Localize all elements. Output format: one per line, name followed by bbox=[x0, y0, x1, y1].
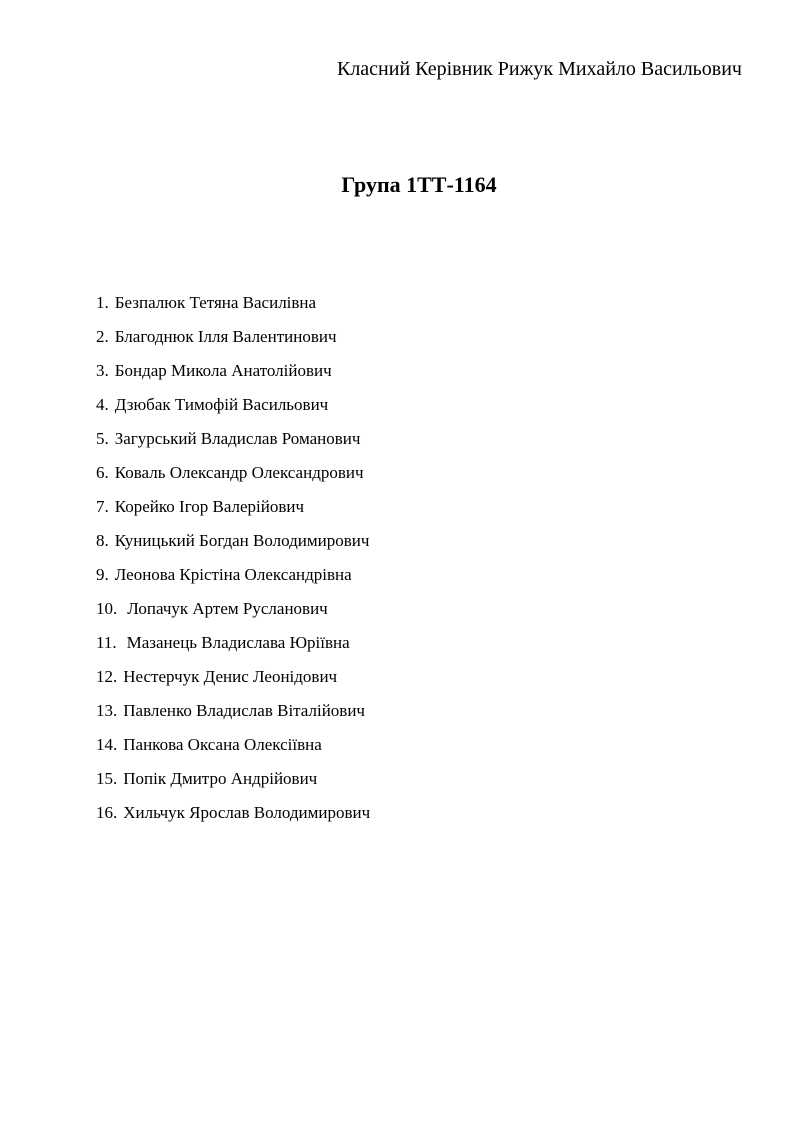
student-name: Куницький Богдан Володимирович bbox=[114, 531, 370, 550]
list-item bbox=[96, 394, 370, 428]
list-item-number: 3. bbox=[96, 361, 109, 380]
student-name: Леонова Крістіна Олександрівна bbox=[114, 565, 352, 584]
student-name: Благоднюк Ілля Валентинович bbox=[114, 327, 337, 346]
list-item bbox=[96, 632, 370, 666]
list-item-number: 16. bbox=[96, 803, 118, 822]
student-name: Нестерчук Денис Леонідович bbox=[123, 667, 338, 686]
student-name: Попік Дмитро Андрійович bbox=[123, 769, 318, 788]
student-name: Павленко Владислав Віталійович bbox=[123, 701, 365, 720]
list-item-number: 15. bbox=[96, 769, 118, 788]
list-item-number: 11. bbox=[96, 633, 117, 652]
student-name: Дзюбак Тимофій Васильович bbox=[114, 395, 329, 414]
group-title: Група 1ТТ-1164 bbox=[341, 172, 497, 197]
list-item bbox=[96, 462, 370, 496]
list-item-number: 4. bbox=[96, 395, 109, 414]
list-item bbox=[96, 802, 370, 836]
class-teacher-line: Класний Керівник Рижук Михайло Васильович bbox=[336, 58, 742, 80]
list-item bbox=[96, 326, 370, 360]
list-item bbox=[96, 768, 370, 802]
list-item bbox=[96, 530, 370, 564]
list-item-number: 7. bbox=[96, 497, 109, 516]
list-item bbox=[96, 734, 370, 768]
student-name: Хильчук Ярослав Володимирович bbox=[123, 803, 371, 822]
student-name: Мазанець Владислава Юріївна bbox=[126, 633, 350, 652]
list-item bbox=[96, 360, 370, 394]
list-item-number: 6. bbox=[96, 463, 109, 482]
list-item-number: 12. bbox=[96, 667, 118, 686]
student-name: Безпалюк Тетяна Василівна bbox=[114, 293, 317, 312]
list-item-number: 5. bbox=[96, 429, 109, 448]
list-item-number: 10. bbox=[96, 599, 118, 618]
list-item-number: 14. bbox=[96, 735, 118, 754]
student-name: Коваль Олександр Олександрович bbox=[114, 463, 364, 482]
student-name: Загурський Владислав Романович bbox=[114, 429, 361, 448]
list-item bbox=[96, 564, 370, 598]
list-item bbox=[96, 598, 370, 632]
list-item bbox=[96, 700, 370, 734]
list-item-number: 2. bbox=[96, 327, 109, 346]
list-item bbox=[96, 496, 370, 530]
list-item-number: 9. bbox=[96, 565, 109, 584]
list-item-number: 1. bbox=[96, 293, 109, 312]
student-name: Бондар Микола Анатолійович bbox=[114, 361, 332, 380]
student-name: Корейко Ігор Валерійович bbox=[114, 497, 305, 516]
student-name: Панкова Оксана Олексіївна bbox=[123, 735, 322, 754]
list-item-number: 13. bbox=[96, 701, 118, 720]
list-item-number: 8. bbox=[96, 531, 109, 550]
list-item bbox=[96, 666, 370, 700]
list-item bbox=[96, 292, 370, 326]
student-list bbox=[96, 292, 370, 836]
list-item bbox=[96, 428, 370, 462]
student-name: Лопачук Артем Русланович bbox=[127, 599, 328, 618]
